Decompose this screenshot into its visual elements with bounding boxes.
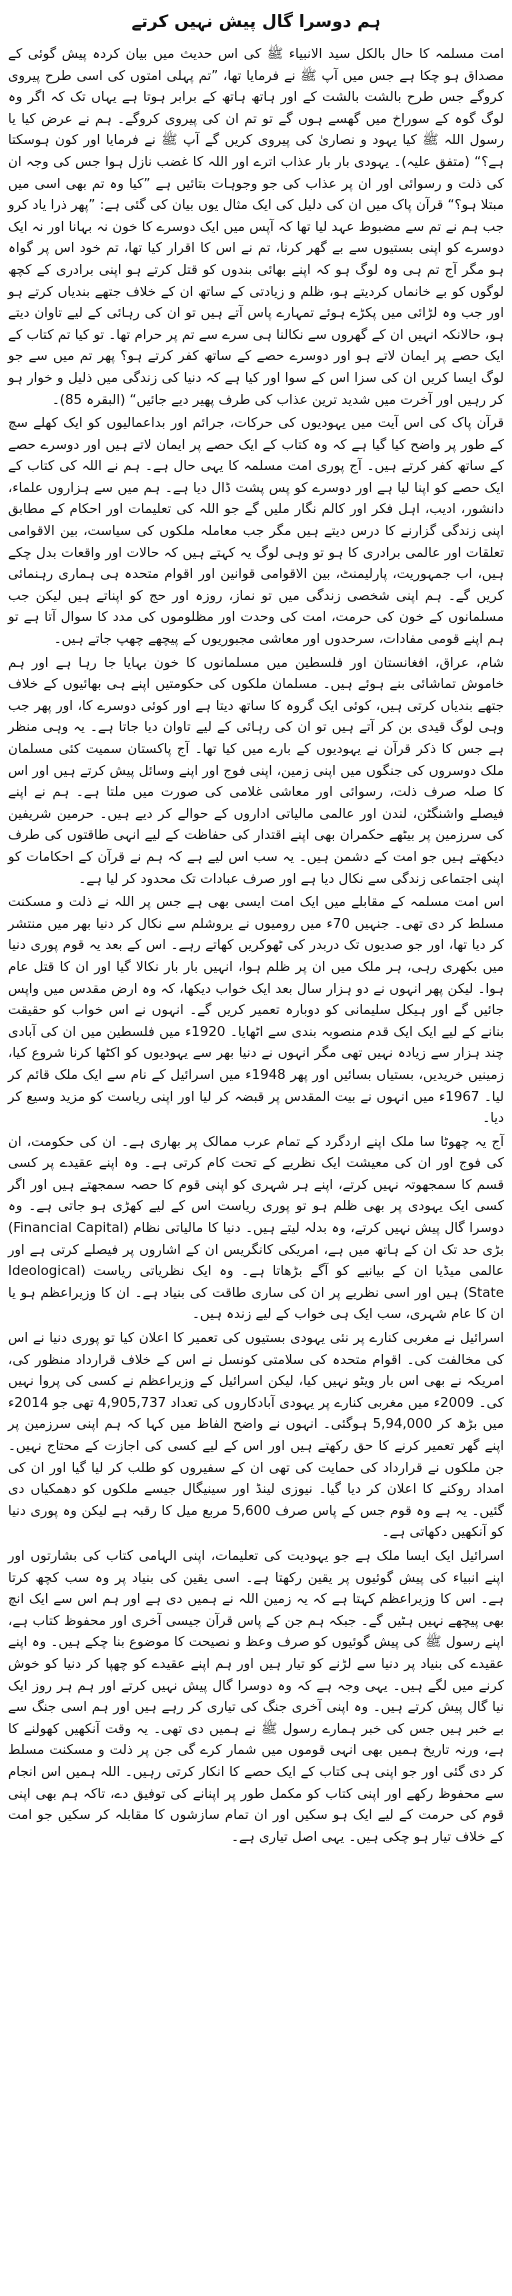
article-body bbox=[8, 44, 504, 1848]
article-paragraph: اسرائیل ایک ایسا ملک ہے جو یہودیت کی تعلیمات، اپنی الہامی کتاب کی بشارتوں اور اپنے انبیاء کی پیش گوئیوں پر یقین رکھتا ہے۔ اسی یقین کی بنیاد پر وہ سب کچھ کرتا ہے۔ اس کا وزیراعظم کہتا ہے کہ یہ زمین اللہ نے ہمیں دی ہے اور ہم اس سے ایک انچ بھی پیچھے نہیں ہٹیں گے۔ جبکہ ہم جن کے پاس قرآن جیسی آخری اور محفوظ کتاب ہے، اپنے رسول ﷺ کی پیش گوئیوں کو صرف وعظ و نصیحت کا موضوع بنا چکے ہیں۔ وہ اپنے عقیدے کی بنیاد پر دنیا سے لڑنے کو تیار ہیں اور ہم اپنے عقیدے کو چھپا کر دنیا کو خوش کرنے میں لگے ہیں۔ یہی وجہ ہے کہ وہ دوسرا گال پیش نہیں کرتے اور ہم ہر روز ایک نیا گال پیش کرتے ہیں۔ وہ اپنی آخری جنگ کی تیاری کر رہے ہیں اور ہم اسی جنگ سے بے خبر ہیں جس کی خبر ہمارے رسول ﷺ نے ہمیں دی تھی۔ یہ وقت آنکھیں کھولنے کا ہے، ورنہ تاریخ ہمیں بھی انہی قوموں میں شمار کرے گی جن پر ذلت و مسکنت مسلط کر دی گئی اور جو اپنی ہی کتاب کے ایک حصے کا انکار کرتی رہیں۔ اللہ ہمیں اس انجام سے محفوظ رکھے اور اپنی کتاب کو مکمل طور پر اپنانے کی توفیق دے، تاکہ ہم بھی اپنی قوم کی حرمت کے لیے ایک ہو سکیں اور ان تمام سازشوں کا مقابلہ کر سکیں جو امت کے خلاف تیار ہو چکی ہیں۔ یہی اصل تیاری ہے۔ bbox=[8, 1548, 504, 1845]
article-headline: ہم دوسرا گال پیش نہیں کرتے bbox=[131, 12, 381, 32]
article-paragraph: اس امت مسلمہ کے مقابلے میں ایک امت ایسی بھی ہے جس پر اللہ نے ذلت و مسکنت مسلط کر دی تھی۔ جنہیں 70ء میں رومیوں نے یروشلم سے نکال کر دنیا بھر میں منتشر کر دیا تھا، اور جو صدیوں تک دربدر کی ٹھوکریں کھاتے رہے۔ اس کے بعد یہ قوم پوری دنیا میں بکھری رہی، ہر ملک میں ان پر ظلم ہوا، انہیں بار بار نکالا گیا اور ان کا قتل عام ہوا۔ لیکن پھر انہوں نے دو ہزار سال بعد ایک خواب دیکھا، کہ وہ ارض مقدس میں واپس جائیں گے اور ہیکل سلیمانی کو دوبارہ تعمیر کریں گے۔ انہوں نے اس خواب کو حقیقت بنانے کے لیے ایک ایک قدم منصوبہ بندی سے اٹھایا۔ 1920ء میں فلسطین میں ان کی آبادی چند ہزار سے زیادہ نہیں تھی مگر انہوں نے دنیا بھر سے یہودیوں کو اکٹھا کرنا شروع کیا، زمینیں خریدیں، بستیاں بسائیں اور پھر 1948ء میں اسرائیل کے نام سے ایک ملک قائم کر لیا۔ 1967ء میں انہوں نے بیت المقدس پر قبضہ کر لیا اور اپنی ریاست کو مزید وسیع کر دیا۔ bbox=[8, 895, 505, 1127]
article-paragraph: شام، عراق، افغانستان اور فلسطین میں مسلمانوں کا خون بہایا جا رہا ہے اور ہم خاموش تماشائی بنے ہوئے ہیں۔ مسلمان ملکوں کی حکومتیں اپنے ہی بھائیوں کے خلاف جتھے بندیاں کرتی ہیں، کوئی ایک گروہ کا ساتھ دیتا ہے اور کوئی دوسرے کا، اور پھر جب وہی لوگ قیدی بن کر آتے ہیں تو ان کی رہائی کے لیے تاوان دیا جاتا ہے۔ یہ وہی منظر ہے جس کا ذکر قرآن نے یہودیوں کے بارے میں کیا تھا۔ آج پاکستان سمیت کئی مسلمان ملک دوسروں کی جنگوں میں اپنی زمین، اپنی فوج اور اپنے وسائل پیش کرتے ہیں اور اس کا صلہ صرف ذلت، رسوائی اور معاشی غلامی کی صورت میں ملتا ہے۔ ہم نے اپنے فیصلے واشنگٹن، لندن اور عالمی مالیاتی اداروں کے حوالے کر دیے ہیں۔ حرمین شریفین کی سرزمین پر بیٹھے حکمران بھی اپنے اقتدار کی حفاظت کے لیے انہی طاقتوں کی طرف دیکھتے ہیں جو امت کے دشمن ہیں۔ یہ سب اس لیے ہے کہ ہم نے قرآن کے احکامات کو اپنی اجتماعی زندگی سے نکال دیا ہے اور صرف عبادات تک محدود کر لیا ہے۔ bbox=[8, 655, 504, 887]
article-paragraph: آج یہ چھوٹا سا ملک اپنے اردگرد کے تمام عرب ممالک پر بھاری ہے۔ ان کی حکومت، ان کی فوج اور ان کی معیشت ایک نظریے کے تحت کام کرتی ہے۔ وہ اپنے عقیدے پر کسی قسم کا سمجھوتہ نہیں کرتے، اپنے ہر شہری کو اپنی قوم کا حصہ سمجھتے ہیں اور اگر کسی ایک یہودی پر بھی ظلم ہو تو پوری ریاست اس کے لیے کھڑی ہو جاتی ہے۔ وہ دوسرا گال پیش نہیں کرتے، وہ بدلہ لیتے ہیں۔ دنیا کا مالیاتی نظام (Financial Capital) بڑی حد تک ان کے ہاتھ میں ہے، امریکی کانگریس ان کے اشاروں پر فیصلے کرتی ہے اور عالمی میڈیا ان کے بیانیے کو آگے بڑھاتا ہے۔ وہ ایک نظریاتی ریاست (Ideological State) ہیں اور اسی نظریے پر ان کی ساری طاقت کی بنیاد ہے۔ ان کا وزیراعظم ہو یا ان کا عام شہری، سب ایک ہی خواب کے لیے زندہ ہیں۔ bbox=[8, 1134, 504, 1323]
article-paragraph: امت مسلمہ کا حال بالکل سید الانبیاء ﷺ کی اس حدیث میں بیان کردہ پیش گوئی کے مصداق ہو چکا ہے جس میں آپ ﷺ نے فرمایا تھا، ”تم پہلی امتوں کی اسی طرح پیروی کروگے جس طرح بالشت بالشت کے اور ہاتھ ہاتھ کے برابر ہوتا ہے یہاں تک کہ اگر وہ لوگ گوہ کے سوراخ میں گھسے ہوں گے تو تم ان کی پیروی کروگے۔ ہم نے عرض کیا یا رسول اللہ ﷺ کیا یہود و نصاریٰ کی پیروی کریں گے آپ ﷺ نے فرمایا اور کون ہوسکتا ہے؟“ (متفق علیہ)۔ یہودی بار بار عذاب اترے اور اللہ کا غضب نازل ہوا جس کی وجہ ان کی ذلت و رسوائی اور ان پر عذاب کی جو وجوہات بتائیں ہے ”کیا وہ تم بھی اسی میں مبتلا ہو؟“ قرآن پاک میں ان کی دلیل کی ایک مثال یوں بیان کی گئی ہے: ”پھر ذرا یاد کرو جب ہم نے تم سے مضبوط عہد لیا تھا کہ آپس میں ایک دوسرے کا خون نہ بہانا اور نہ ایک دوسرے کو اپنی بستیوں سے بے گھر کرنا، تم نے اس کا اقرار کیا تھا، تم خود اس پر گواہ ہو مگر آج تم ہی وہ لوگ ہو کہ اپنے بھائی بندوں کو قتل کرتے ہو اپنی برادری کے کچھ لوگوں کو بے خانماں کردیتے ہو، ظلم و زیادتی کے ساتھ ان کے خلاف جتھے بندیاں کرتے ہو اور جب وہ لڑائی میں پکڑے ہوئے تمہارے پاس آتے ہیں تو ان کی رہائی کے لیے تاوان دیتے ہو، حالانکہ انہیں ان کے گھروں سے نکالنا ہی سرے سے تم پر حرام تھا۔ تو کیا تم کتاب کے ایک حصے پر ایمان لاتے ہو اور دوسرے حصے کے ساتھ کفر کرتے ہو؟ پھر تم میں سے جو لوگ ایسا کریں ان کی سزا اس کے سوا اور کیا ہے کہ دنیا کی زندگی میں ذلیل و خوار ہو کر رہیں اور آخرت میں شدید ترین عذاب کی طرف پھیر دیے جائیں“ (البقرہ 85)۔ bbox=[8, 47, 505, 408]
article-paragraph: قرآن پاک کی اس آیت میں یہودیوں کی حرکات، جرائم اور بداعمالیوں کو ایک کھلے سچ کے طور پر واضح کیا گیا ہے کہ وہ کتاب کے ایک حصے پر ایمان لاتے ہیں اور دوسرے حصے کے ساتھ کفر کرتے ہیں۔ آج پوری امت مسلمہ کا یہی حال ہے۔ ہم نے اللہ کی کتاب کے ایک حصے کو اپنا لیا ہے اور دوسرے کو پس پشت ڈال دیا ہے۔ ہم میں سے ہزاروں علماء، دانشور، ادیب، اہل فکر اور کالم نگار ملیں گے جو اللہ کی تعلیمات اور احکام کے مطابق اپنی زندگی گزارنے کا درس دیتے ہیں مگر جب معاملہ ملکوں کی سیاست، بین الاقوامی تعلقات اور عالمی برادری کا ہو تو وہی لوگ یہ کہتے ہیں کہ حالات اور واقعات بدل چکے ہیں، اب جمہوریت، پارلیمنٹ، بین الاقوامی قوانین اور اقوام متحدہ ہی ہماری رہنمائی کریں گے۔ ہم اپنی شخصی زندگی میں تو نماز، روزہ اور حج کو اپناتے ہیں لیکن جب مسلمانوں کے خون کی حرمت، امت کی وحدت اور مظلوموں کی مدد کا سوال آتا ہے تو ہم اپنے قومی مفادات، سرحدوں اور معاشی مجبوریوں کے پیچھے چھپ جاتے ہیں۔ bbox=[8, 416, 504, 648]
article-paragraph: اسرائیل نے مغربی کنارے پر نئی یہودی بستیوں کی تعمیر کا اعلان کیا تو پوری دنیا نے اس کی مخالفت کی۔ اقوام متحدہ کی سلامتی کونسل نے اس کے خلاف قرارداد منظور کی، امریکہ نے بھی اس بار ویٹو نہیں کیا، لیکن اسرائیل کے وزیراعظم نے کسی کی پروا نہیں کی۔ 2009ء میں مغربی کنارے پر یہودی آبادکاروں کی تعداد 4,905,737 تھی جو 2014ء میں بڑھ کر 5,94,000 ہوگئی۔ انہوں نے واضح الفاظ میں کہا کہ ہم اپنی سرزمین پر اپنے گھر تعمیر کرنے کا حق رکھتے ہیں اور اس کے لیے کسی کی اجازت کے محتاج نہیں۔ جن ملکوں نے قرارداد کی حمایت کی تھی ان کے سفیروں کو طلب کر لیا گیا اور ان کی امداد روکنے کا اعلان کر دیا گیا۔ نیوزی لینڈ اور سینیگال جیسے ملکوں کو دھمکیاں دی گئیں۔ یہ ہے وہ قوم جس کے پاس صرف 5,600 مربع میل کا رقبہ ہے لیکن وہ پوری دنیا کو آنکھیں دکھاتی ہے۔ bbox=[8, 1331, 505, 1541]
